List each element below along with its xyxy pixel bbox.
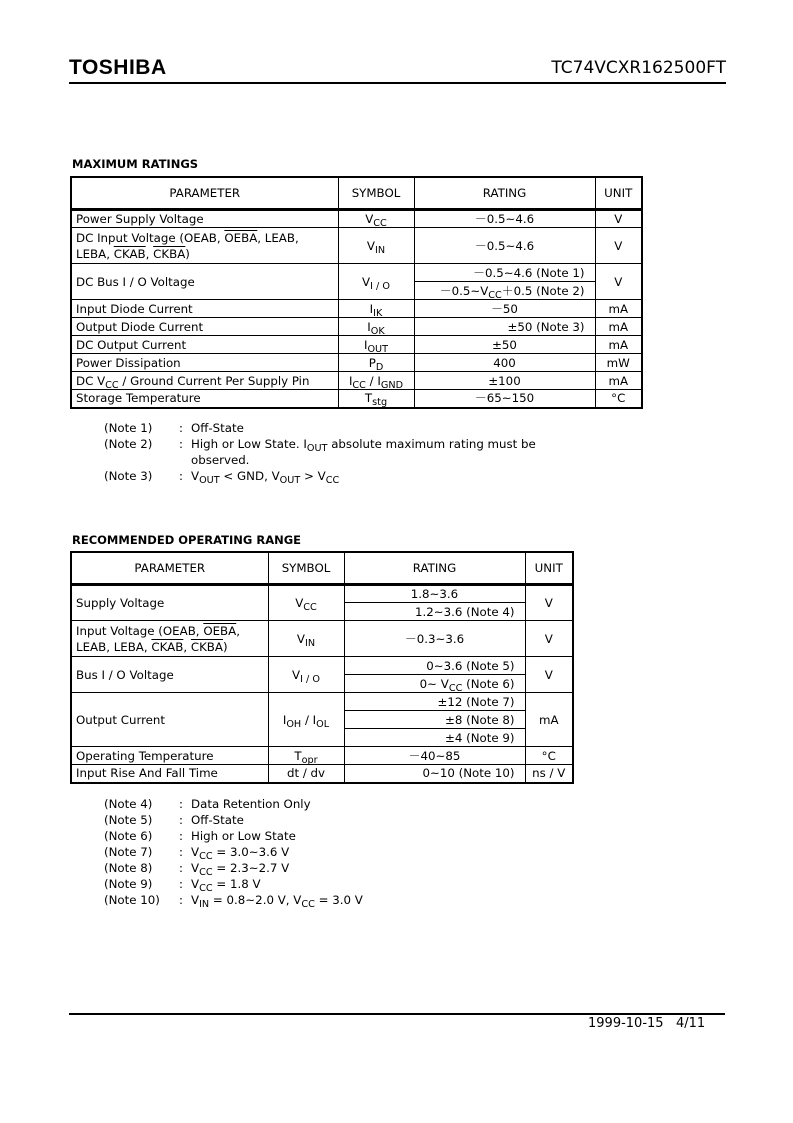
table-row	[71, 300, 642, 318]
note-text: $V_{OUT}$ < GND, $V_{OUT} > V_{CC}$	[191, 469, 340, 486]
symbol-cell: $V_{CC}$	[338, 210, 414, 228]
col-header-rating: RATING	[414, 177, 595, 210]
rating-cell: －0.5~4.6 (Note 1)	[414, 264, 595, 282]
note-label: (Note 10)	[104, 893, 160, 907]
symbol-cell: $V_{CC}$	[268, 585, 344, 621]
param-cell: Input Voltage (OEAB, OEBA, LEAB, LEBA, CKAB, CKBA)	[71, 621, 268, 657]
recommended-range-notes	[104, 796, 504, 908]
col-header-parameter: PARAMETER	[71, 552, 268, 585]
param-cell: Supply Voltage	[71, 585, 268, 621]
symbol-cell: $I_{IK}$	[338, 300, 414, 318]
param-cell: Input Diode Current	[71, 300, 338, 318]
unit-cell: V	[595, 264, 642, 300]
rating-cell: 0~3.6 (Note 5)	[344, 657, 525, 675]
unit-cell: ns / V	[525, 765, 573, 783]
note-label: (Note 6)	[104, 829, 153, 843]
note-item: (Note 2) : High or Low State. $I_{OUT}$ absolute maximum rating must be observed.	[104, 437, 536, 467]
unit-cell: V	[595, 228, 642, 264]
note-label: (Note 2)	[104, 437, 153, 451]
note-label: (Note 8)	[104, 861, 153, 875]
section-title-max-ratings: MAXIMUM RATINGS	[72, 157, 199, 171]
note-item: (Note 1) : Off-State	[104, 421, 244, 435]
note-label: (Note 4)	[104, 797, 153, 811]
table-row	[71, 765, 573, 783]
param-cell: Power Supply Voltage	[71, 210, 338, 228]
rating-cell: ±50 (Note 3)	[414, 318, 595, 336]
rating-cell: ±4 (Note 9)	[344, 729, 525, 747]
col-header-unit: UNIT	[595, 177, 642, 210]
note-item: (Note 8) : $V_{CC}$ = 2.3~2.7 V	[104, 861, 290, 878]
note-text: Data Retention Only	[191, 797, 311, 811]
note-text: $V_{CC}$ = 3.0~3.6 V	[191, 845, 290, 862]
unit-cell: mA	[595, 318, 642, 336]
unit-cell: mA	[595, 300, 642, 318]
note-item: (Note 9) : $V_{CC} = 1.8$ V	[104, 877, 261, 894]
table-row	[71, 621, 573, 657]
rating-cell: －40~85	[344, 747, 525, 765]
param-cell: DC Input Voltage (OEAB, OEBA, LEAB, LEBA, CKAB, CKBA)	[71, 228, 338, 264]
table-row	[71, 693, 573, 711]
col-header-symbol: SYMBOL	[268, 552, 344, 585]
param-cell: Power Dissipation	[71, 354, 338, 372]
param-cell: DC Bus I / O Voltage	[71, 264, 338, 300]
col-header-parameter: PARAMETER	[71, 177, 338, 210]
table-row	[71, 318, 642, 336]
param-cell: DC $V_{CC}$ / Ground Current Per Supply Pin	[71, 372, 338, 390]
param-cell: Output Diode Current	[71, 318, 338, 336]
table-row	[71, 585, 573, 603]
table-row	[71, 747, 573, 765]
symbol-cell: $T_{opr}$	[268, 747, 344, 765]
col-header-rating: RATING	[344, 552, 525, 585]
rating-cell: 1.2~3.6 (Note 4)	[344, 603, 525, 621]
rating-cell: ±100	[414, 372, 595, 390]
note-text: $V_{CC} = 1.8$ V	[191, 877, 261, 894]
symbol-cell: $V_{I / O}$	[338, 264, 414, 300]
page-number: 4/11	[675, 1016, 706, 1031]
table-header-row	[71, 177, 642, 210]
col-header-unit: UNIT	[525, 552, 573, 585]
rating-cell: 400	[414, 354, 595, 372]
table-header-row	[71, 552, 573, 585]
rating-cell: －50	[414, 300, 595, 318]
symbol-cell: $I_{OH} / I_{OL}$	[268, 693, 344, 747]
rating-cell: ±12 (Note 7)	[344, 693, 525, 711]
rating-cell: －0.5~4.6	[414, 210, 595, 228]
symbol-cell: dt / dv	[268, 765, 344, 783]
param-cell: Storage Temperature	[71, 390, 338, 408]
rating-cell: －65~150	[414, 390, 595, 408]
unit-cell: mA	[595, 336, 642, 354]
rating-cell: 0~ $V_{CC}$ (Note 6)	[344, 675, 525, 693]
col-header-symbol: SYMBOL	[338, 177, 414, 210]
unit-cell: mA	[525, 693, 573, 747]
max-ratings-table	[70, 176, 643, 409]
header-rule	[69, 82, 726, 84]
brand-logo: TOSHIBA	[69, 56, 167, 79]
footer	[588, 1016, 705, 1031]
rating-cell: －0.3~3.6	[344, 621, 525, 657]
footer-rule	[69, 1013, 725, 1015]
unit-cell: V	[525, 657, 573, 693]
param-cell: DC Output Current	[71, 336, 338, 354]
symbol-cell: $V_{I / O}$	[268, 657, 344, 693]
symbol-cell: $V_{IN}$	[338, 228, 414, 264]
symbol-cell: $I_{CC} / I_{GND}$	[338, 372, 414, 390]
note-item: (Note 10) : $V_{IN}$ = 0.8~2.0 V, $V_{CC} = 3.0$ V	[104, 893, 363, 910]
max-ratings-notes	[104, 420, 574, 484]
table-row	[71, 210, 642, 228]
symbol-cell: $V_{IN}$	[268, 621, 344, 657]
rating-cell: ±50	[414, 336, 595, 354]
rating-cell: $-0.5\sim V_{CC}+0.5$ (Note 2)	[414, 282, 595, 300]
section-title-recommended-range: RECOMMENDED OPERATING RANGE	[72, 533, 302, 547]
note-item: (Note 7) : $V_{CC}$ = 3.0~3.6 V	[104, 845, 290, 862]
rating-cell: －0.5~4.6	[414, 228, 595, 264]
note-label: (Note 1)	[104, 421, 153, 435]
rating-cell: 0~10 (Note 10)	[344, 765, 525, 783]
table-row	[71, 228, 642, 264]
note-label: (Note 9)	[104, 877, 153, 891]
table-row	[71, 354, 642, 372]
symbol-cell: $I_{OUT}$	[338, 336, 414, 354]
unit-cell: °C	[525, 747, 573, 765]
unit-cell: mW	[595, 354, 642, 372]
note-text: High or Low State. $I_{OUT}$ absolute maximum rating must be observed.	[191, 437, 536, 467]
symbol-cell: $P_D$	[338, 354, 414, 372]
table-row	[71, 336, 642, 354]
param-cell: Input Rise And Fall Time	[71, 765, 268, 783]
param-cell: Output Current	[71, 693, 268, 747]
table-row	[71, 657, 573, 675]
note-item: (Note 4) : Data Retention Only	[104, 797, 311, 811]
param-cell: Bus I / O Voltage	[71, 657, 268, 693]
note-text: Off-State	[191, 813, 244, 827]
note-text: $V_{IN}$ = 0.8~2.0 V, $V_{CC} = 3.0$ V	[191, 893, 363, 910]
note-text: Off-State	[191, 421, 244, 435]
table-row	[71, 372, 642, 390]
unit-cell: V	[525, 621, 573, 657]
rating-cell: 1.8~3.6	[344, 585, 525, 603]
unit-cell: V	[595, 210, 642, 228]
note-item: (Note 3) : $V_{OUT}$ < GND, $V_{OUT} > V_{CC}$	[104, 469, 340, 486]
table-row	[71, 390, 642, 408]
note-label: (Note 3)	[104, 469, 153, 483]
part-number: TC74VCXR162500FT	[551, 58, 726, 78]
rating-cell: ±8 (Note 8)	[344, 711, 525, 729]
unit-cell: mA	[595, 372, 642, 390]
table-row	[71, 264, 642, 282]
note-item: (Note 6) : High or Low State	[104, 829, 296, 843]
note-text: $V_{CC}$ = 2.3~2.7 V	[191, 861, 290, 878]
recommended-range-table	[70, 551, 574, 784]
symbol-cell: $T_{stg}$	[338, 390, 414, 408]
unit-cell: V	[525, 585, 573, 621]
symbol-cell: $I_{OK}$	[338, 318, 414, 336]
note-label: (Note 7)	[104, 845, 153, 859]
note-label: (Note 5)	[104, 813, 153, 827]
note-text: High or Low State	[191, 829, 296, 843]
note-item: (Note 5) : Off-State	[104, 813, 244, 827]
param-cell: Operating Temperature	[71, 747, 268, 765]
unit-cell: °C	[595, 390, 642, 408]
footer-date: 1999-10-15	[588, 1016, 664, 1031]
